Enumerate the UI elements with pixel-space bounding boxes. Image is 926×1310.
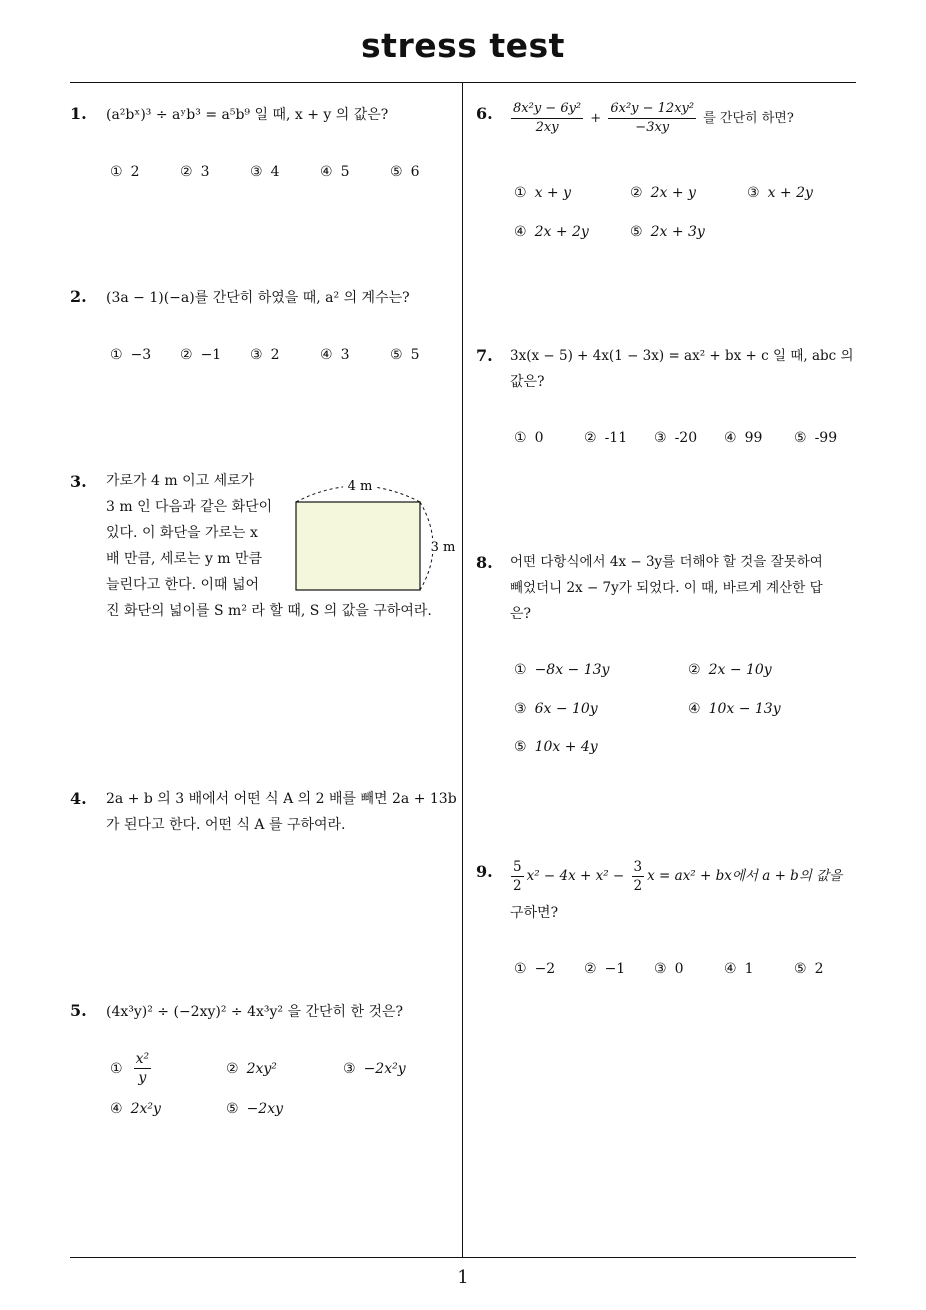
question-text: $\frac{\text{8x²y − 6y²}}{2xy}$ + $\frac{\text{6x²y − 12xy²}}{-3xy}$ 를 간단히 하면? — [513, 101, 794, 135]
option-3[interactable]: ③ −2x²y — [343, 1061, 406, 1077]
option-4[interactable]: ④ 2x + 2y — [514, 224, 589, 240]
question-number: 6. — [476, 104, 493, 123]
question-number: 8. — [476, 553, 493, 572]
option-5[interactable]: ⑤ -99 — [794, 430, 838, 446]
question-number: 9. — [476, 862, 493, 881]
option-1[interactable]: ① 2 — [110, 164, 140, 180]
option-1[interactable]: ① −2 — [514, 961, 556, 977]
option-3[interactable]: ③ -20 — [654, 430, 698, 446]
option-4[interactable]: ④ 3 — [320, 347, 350, 363]
question-line: 가로가 4 m 이고 세로가 — [106, 473, 255, 489]
option-2[interactable]: ② -11 — [584, 430, 628, 446]
question-line: 값은? — [510, 374, 545, 390]
option-2[interactable]: ② −1 — [584, 961, 626, 977]
flowerbed-rectangle — [296, 502, 420, 590]
option-4[interactable]: ④ 2x²y — [110, 1101, 161, 1117]
question-line: 3 m 인 다음과 같은 화단이 — [106, 499, 273, 515]
option-3[interactable]: ③ 4 — [250, 164, 280, 180]
column-divider — [462, 82, 463, 1258]
question-number: 5. — [70, 1001, 87, 1020]
option-2[interactable]: ② 2x + y — [630, 185, 696, 201]
option-4[interactable]: ④ 5 — [320, 164, 350, 180]
bottom-rule — [70, 1257, 856, 1258]
option-1[interactable]: ① 0 — [514, 430, 544, 446]
flowerbed-figure — [288, 472, 463, 597]
question-number: 2. — [70, 287, 87, 306]
fraction: $\frac{\text{x²}}{y}$ — [135, 1051, 150, 1086]
question-line: 어떤 다항식에서 4x − 3y를 더해야 할 것을 잘못하여 — [510, 554, 823, 570]
option-4[interactable]: ④ 99 — [724, 430, 763, 446]
option-2[interactable]: ② −1 — [180, 347, 222, 363]
option-4[interactable]: ④ 1 — [724, 961, 754, 977]
option-3[interactable]: ③ 2 — [250, 347, 280, 363]
question-number: 1. — [70, 104, 87, 123]
question-text: (4x³y)² ÷ (−2xy)² ÷ 4x³y² 을 간단히 한 것은? — [106, 1004, 404, 1020]
option-2[interactable]: ② 2x − 10y — [688, 662, 772, 678]
question-number: 3. — [70, 472, 87, 491]
question-line: 있다. 이 화단을 가로는 x — [106, 525, 258, 541]
fraction: $\frac{3}{2}$ — [633, 859, 643, 894]
page-number: 1 — [457, 1267, 469, 1288]
option-3[interactable]: ③ x + 2y — [747, 185, 813, 201]
option-3[interactable]: ③ 0 — [654, 961, 684, 977]
option-5[interactable]: ⑤ −2xy — [226, 1101, 284, 1117]
option-3[interactable]: ③ 6x − 10y — [514, 701, 598, 717]
question-line: 늘린다고 한다. 이때 넓어 — [106, 577, 260, 593]
fraction: $\frac{\text{6x²y − 12xy²}}{-3xy}$ — [610, 101, 695, 135]
option-1[interactable]: ① −8x − 13y — [514, 662, 610, 678]
question-line: 은? — [510, 606, 532, 622]
option-4[interactable]: ④ 10x − 13y — [688, 701, 781, 717]
option-1[interactable]: ① x + y — [514, 185, 571, 201]
question-line: 구하면? — [510, 905, 559, 921]
question-text: (a²bˣ)³ ÷ aʸb³ = a⁵b⁹ 일 때, x + y 의 값은? — [106, 107, 389, 123]
option-5[interactable]: ⑤ 2 — [794, 961, 824, 977]
question-line: 빼었더니 2x − 7y가 되었다. 이 때, 바르게 계산한 답 — [510, 580, 823, 596]
page-title: stress test — [361, 26, 565, 65]
fraction: $\frac{\text{8x²y − 6y²}}{2xy}$ — [513, 101, 582, 135]
question-number: 7. — [476, 346, 493, 365]
question-number: 4. — [70, 789, 87, 808]
top-rule — [70, 82, 856, 83]
option-1[interactable]: ① $\frac{\text{x²}}{y}$ — [110, 1051, 150, 1086]
question-line: 진 화단의 넓이를 S m² 라 할 때, S 의 값을 구하여라. — [106, 603, 432, 619]
question-line: $\frac{5}{2}$ x² − 4x + x² − $\frac{3}{2}$ x = ax² + bx에서 a + b의 값을 — [513, 859, 843, 894]
question-line: 2a + b 의 3 배에서 어떤 식 A 의 2 배를 빼면 2a + 13b — [106, 791, 457, 807]
option-5[interactable]: ⑤ 2x + 3y — [630, 224, 705, 240]
option-2[interactable]: ② 3 — [180, 164, 210, 180]
question-text: (3a − 1)(−a)를 간단히 하였을 때, a² 의 계수는? — [106, 290, 410, 306]
width-label: 4 m — [347, 479, 373, 494]
option-5[interactable]: ⑤ 6 — [390, 164, 420, 180]
option-1[interactable]: ① −3 — [110, 347, 152, 363]
question-line: 가 된다고 한다. 어떤 식 A 를 구하여라. — [106, 817, 346, 833]
option-5[interactable]: ⑤ 10x + 4y — [514, 739, 598, 755]
option-2[interactable]: ② 2xy² — [226, 1061, 277, 1077]
question-line: 3x(x − 5) + 4x(1 − 3x) = ax² + bx + c 일 때, abc 의 — [510, 348, 854, 364]
option-5[interactable]: ⑤ 5 — [390, 347, 420, 363]
height-label: 3 m — [430, 540, 456, 555]
fraction: $\frac{5}{2}$ — [513, 859, 522, 894]
question-line: 배 만큼, 세로는 y m 만큼 — [106, 551, 263, 567]
